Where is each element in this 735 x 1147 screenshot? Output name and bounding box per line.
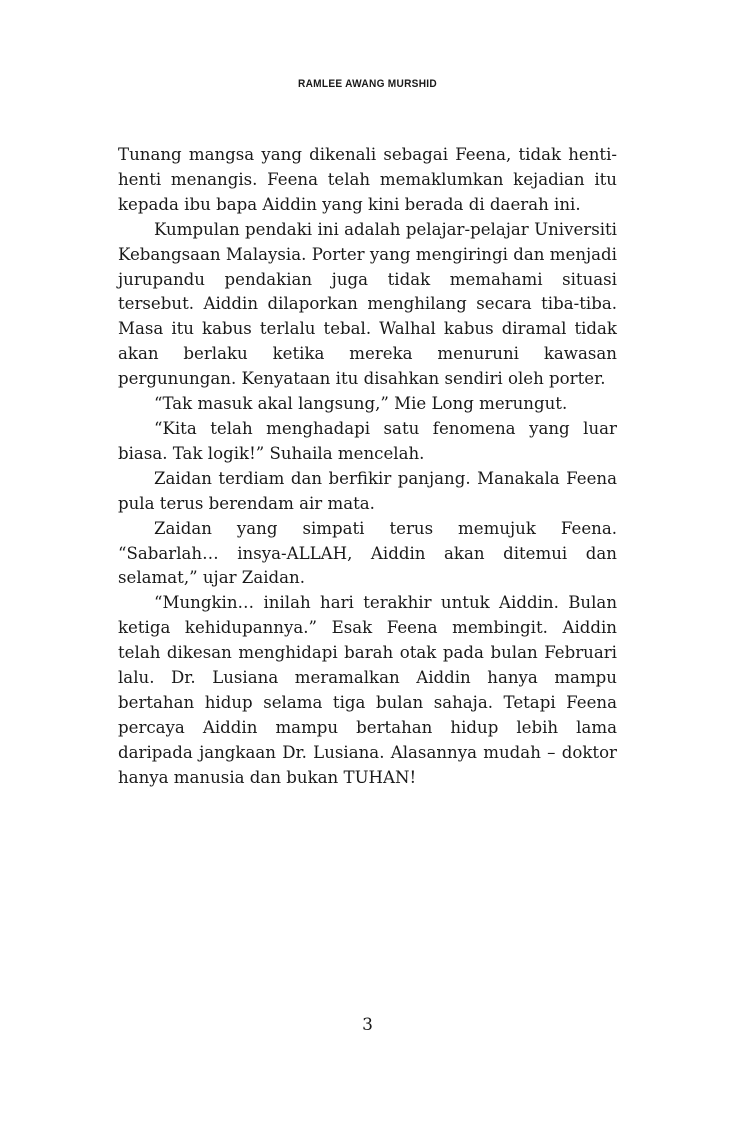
body-text [118, 143, 617, 791]
page-number: 3 [362, 1015, 373, 1035]
paragraph: Zaidan yang simpati terus memujuk Feena. “Sabarlah… insya-ALLAH, Aiddin akan ditemui dan selamat,” ujar Zaidan. [118, 518, 617, 588]
paragraph: “Tak masuk akal langsung,” Mie Long merungut. [154, 394, 568, 414]
paragraph: Kumpulan pendaki ini adalah pelajar-pelajar Universiti Kebangsaan Malaysia. Porter yang mengiringi dan menjadi jurupandu pendakian juga tidak memahami situasi tersebut. Aiddin dilaporkan menghilang secara tiba-tiba. Masa itu kabus terlalu tebal. Walhal kabus diramal tidak akan berlaku ketika mereka menuruni kawasan pergunungan. Kenyataan itu disahkan sendiri oleh porter. [118, 219, 617, 389]
paragraph: “Kita telah menghadapi satu fenomena yang luar biasa. Tak logik!” Suhaila mencelah. [118, 418, 617, 463]
paragraph: “Mungkin… inilah hari terakhir untuk Aiddin. Bulan ketiga kehidupannya.” Esak Feena membingit. Aiddin telah dikesan menghidapi barah otak pada bulan Februari lalu. Dr. Lusiana meramalkan Aiddin hanya mampu bertahan hidup selama tiga bulan sahaja. Tetapi Feena percaya Aiddin mampu bertahan hidup lebih lama daripada jangkaan Dr. Lusiana. Alasannya mudah – doktor hanya manusia dan bukan TUHAN! [118, 593, 617, 787]
running-head: RAMLEE AWANG MURSHID [298, 78, 437, 90]
paragraph: Tunang mangsa yang dikenali sebagai Feena, tidak henti-henti menangis. Feena telah memaklumkan kejadian itu kepada ibu bapa Aiddin yang kini berada di daerah ini. [118, 145, 617, 214]
paragraph: Zaidan terdiam dan berfikir panjang. Manakala Feena pula terus berendam air mata. [118, 468, 617, 513]
